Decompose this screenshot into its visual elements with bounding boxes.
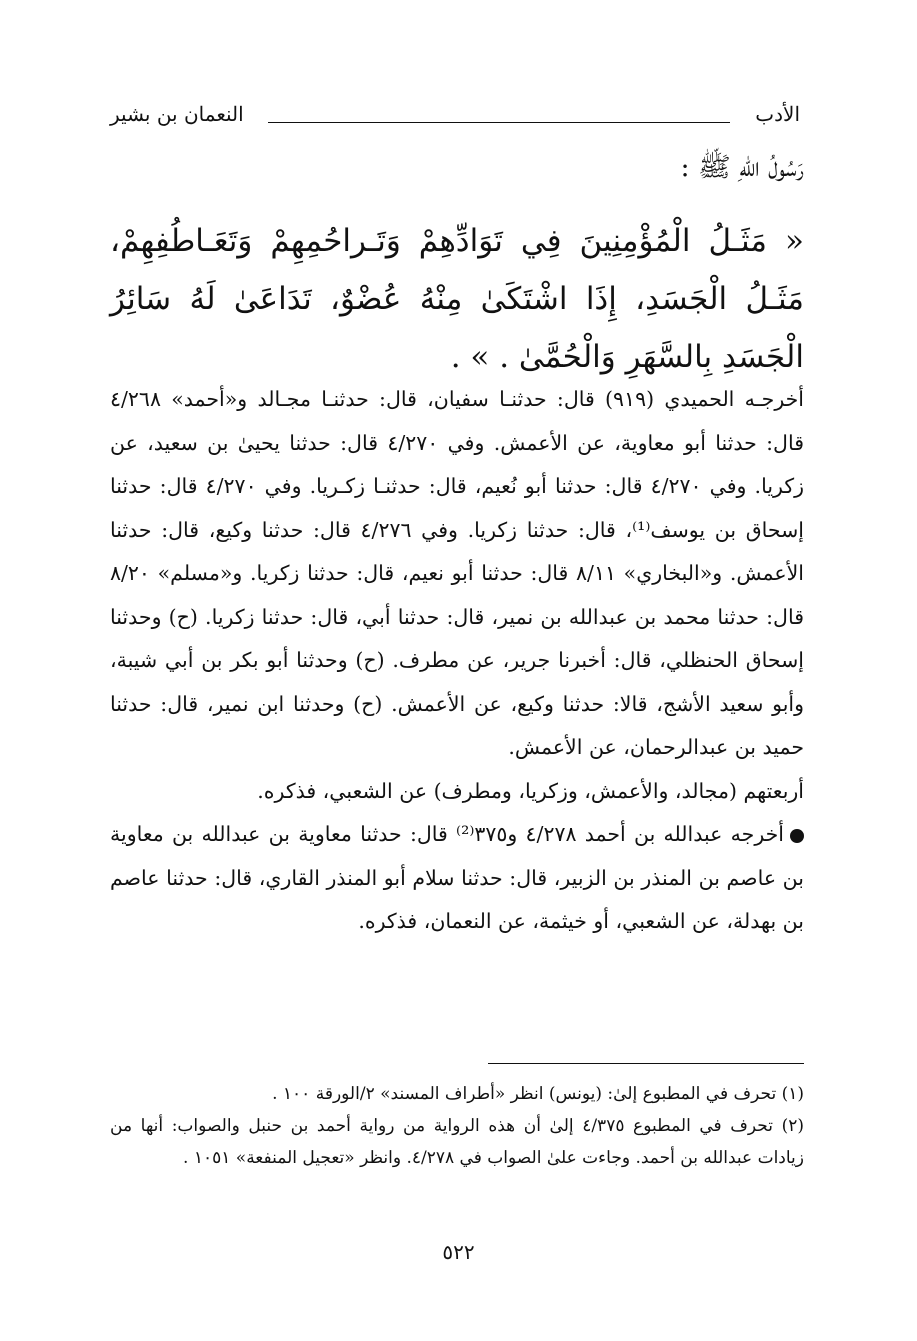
bullet-paragraph <box>110 813 804 944</box>
summary-paragraph: أربعتهم (مجالد، والأعمش، وزكريا، ومطرف) عن الشعبي، فذكره. <box>257 778 804 803</box>
commentary <box>110 378 804 944</box>
narrator-title: النعمان بن بشير <box>110 102 244 126</box>
page-number: ٥٢٢ <box>442 1240 475 1264</box>
chapter-title: الأدب <box>755 102 800 126</box>
takhrij-paragraph: أخرجـه الحميدي (٩١٩) قال: حدثنـا سفيان، قال: حدثنـا مجـالد و«أحمد» ٤/٢٦٨ قال: حدثنا أبو معاوية، عن الأعمش. وفي ٤/٢٧٠ قال: حدثنا يحيىٰ بن سعيد، عن زكريا. وفي ٤/٢٧٠ قال: حدثنا أبو نُعيم، قال: حدثنـا زكـريا. وفي ٤/٢٧٠ قال: حدثنا إسحاق بن يوسف⁽¹⁾، قال: حدثنا زكريا. وفي ٤/٢٧٦ قال: حدثنا وكيع، قال: حدثنا الأعمش. و«البخاري» ٨/١١ قال: حدثنا أبو نعيم، قال: حدثنا زكريا. و«مسلم» ٨/٢٠ قال: حدثنا محمد بن عبدالله بن نمير، قال: حدثنا أبي، قال: حدثنا زكريا. (ح) وحدثنا إسحاق الحنظلي، قال: أخبرنا جرير، عن مطرف. (ح) وحدثنا أبو بكر بن أبي شيبة، وأبو سعيد الأشج، قالا: حدثنا وكيع، عن الأعمش. (ح) وحدثنا ابن نمير، قال: حدثنا حميد بن عبدالرحمان، عن الأعمش. <box>110 387 804 759</box>
hadith-intro: رَسُولُ اللهِ ﷺ : <box>680 152 804 183</box>
footnote-2: (٢) تحرف في المطبوع ٤/٣٧٥ إلىٰ أن هذه الرواية من رواية أحمد بن حنبل والصواب: أنها من زيادات عبدالله بن أحمد. وجاءت علىٰ الصواب في ٤/٢٧٨. وانظر «تعجيل المنفعة» ١٠٥١ . <box>110 1116 804 1168</box>
hadith-text: « مَثَـلُ الْمُؤْمِنِينَ فِي تَوَادِّهِمْ وَتَـراحُمِهِمْ وَتَعَـاطُفِهِمْ، مَثَـلُ الْجَسَدِ، إِذَا اشْتَكَىٰ مِنْهُ عُضْوٌ، تَدَاعَىٰ لَهُ سَائِرُ الْجَسَدِ بِالسَّهَرِ وَالْحُمَّىٰ . » . <box>110 223 804 375</box>
bullet-icon <box>790 829 804 843</box>
footnote-1: (١) تحرف في المطبوع إلىٰ: (يونس) انظر «أطراف المسند» ٢/الورقة ١٠٠ . <box>272 1084 804 1104</box>
footnotes <box>110 1078 804 1174</box>
header-rule <box>268 122 730 123</box>
footnote-divider <box>488 1063 804 1064</box>
bullet-paragraph-text: أخرجه عبدالله بن أحمد ٤/٢٧٨ و٣٧٥⁽²⁾ قال: حدثنا معاوية بن عبدالله بن معاوية بن عاصم بن المنذر بن الزبير، قال: حدثنا سلام أبو المنذر القاري، قال: حدثنا عاصم بن بهدلة، عن الشعبي، أو خيثمة، عن النعمان، فذكره. <box>110 822 804 933</box>
running-header <box>110 98 800 138</box>
